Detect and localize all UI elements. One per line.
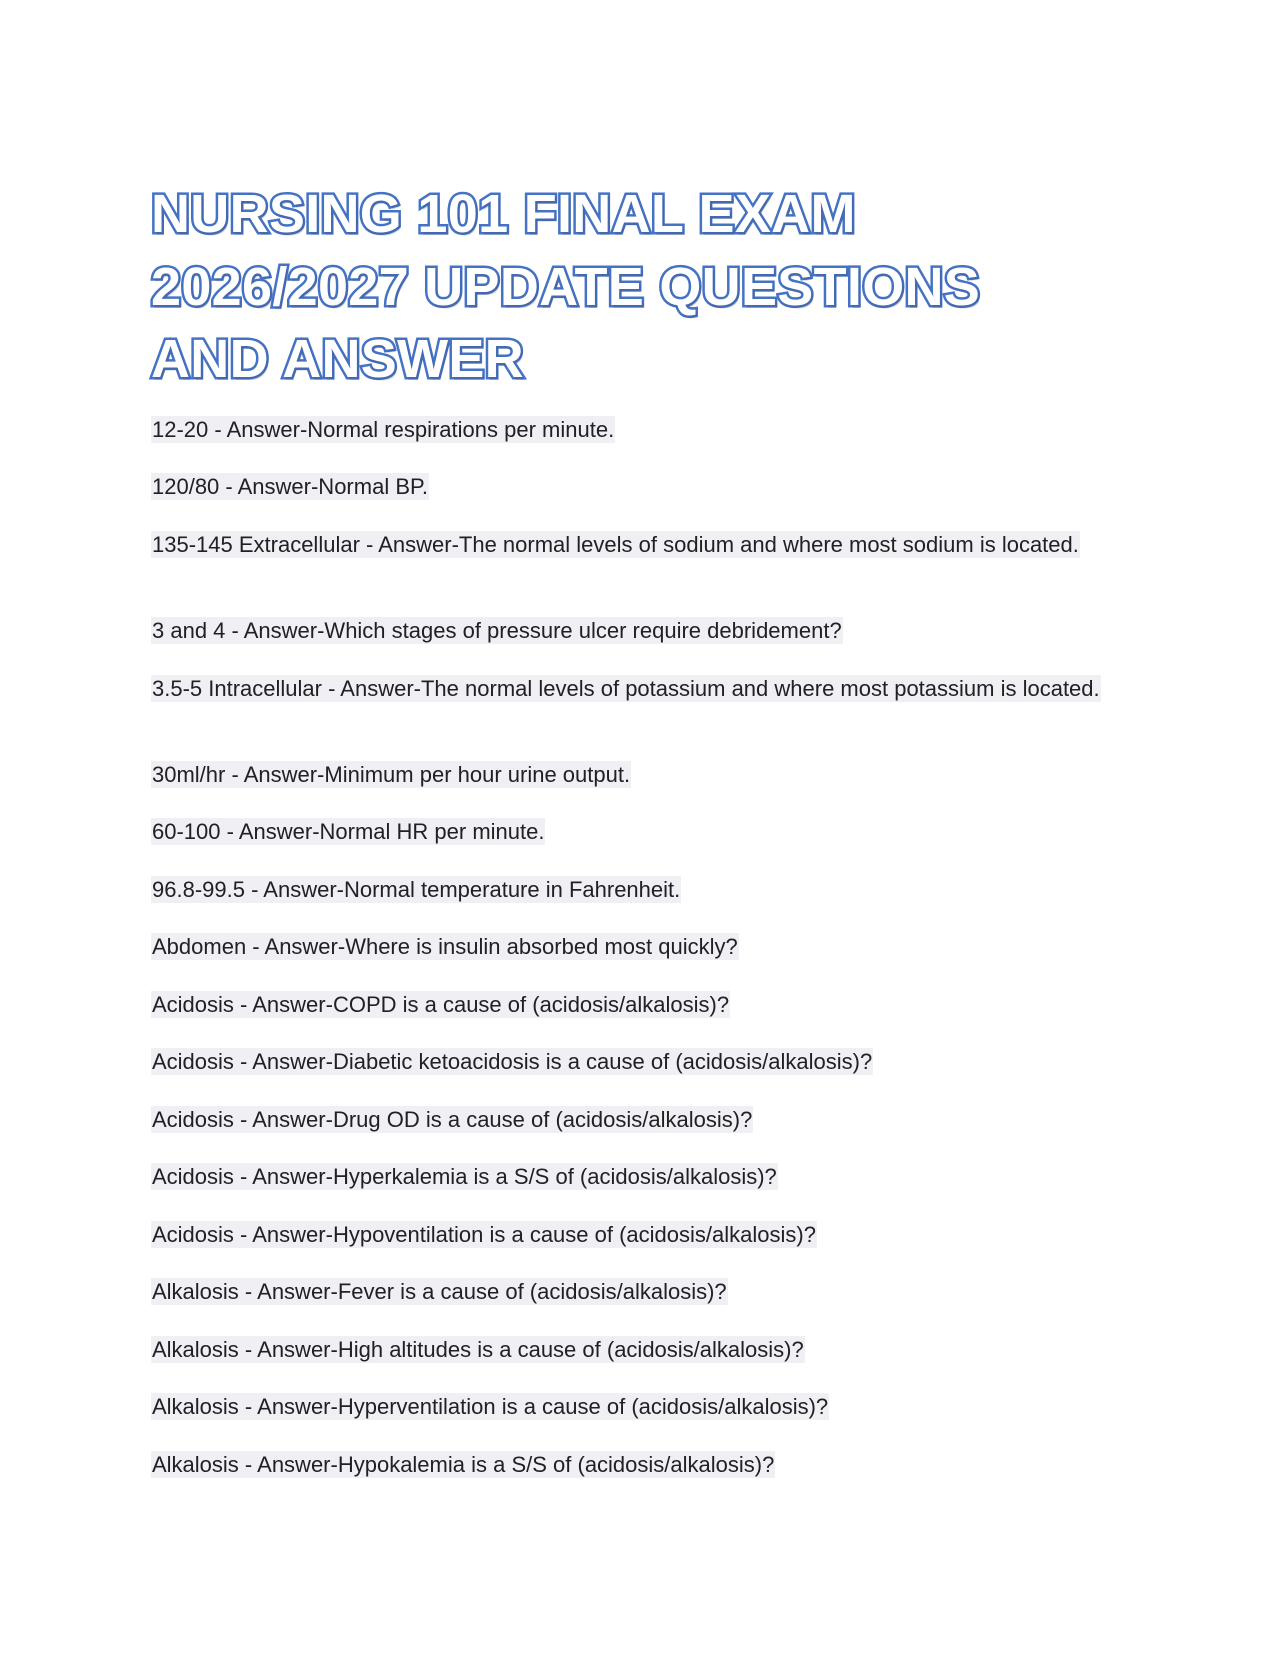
qa-item: Abdomen - Answer-Where is insulin absorbed most quickly? xyxy=(152,934,738,959)
qa-item: 120/80 - Answer-Normal BP. xyxy=(152,474,428,499)
document-title-line-2: 2026/2027 UPDATE QUESTIONS xyxy=(151,257,981,317)
qa-item: Alkalosis - Answer-Fever is a cause of (acidosis/alkalosis)? xyxy=(152,1279,727,1304)
qa-item: Alkalosis - Answer-Hyperventilation is a cause of (acidosis/alkalosis)? xyxy=(152,1394,829,1419)
qa-item: Acidosis - Answer-Drug OD is a cause of (acidosis/alkalosis)? xyxy=(152,1107,753,1132)
qa-item: 30ml/hr - Answer-Minimum per hour urine output. xyxy=(152,762,631,787)
qa-item: Acidosis - Answer-Hypoventilation is a cause of (acidosis/alkalosis)? xyxy=(152,1222,816,1247)
qa-item: Acidosis - Answer-Hyperkalemia is a S/S of (acidosis/alkalosis)? xyxy=(152,1164,777,1189)
qa-item: Acidosis - Answer-Diabetic ketoacidosis is a cause of (acidosis/alkalosis)? xyxy=(152,1049,873,1074)
document-title-line-1: NURSING 101 FINAL EXAM xyxy=(151,184,856,244)
qa-item: 60-100 - Answer-Normal HR per minute. xyxy=(152,819,545,844)
qa-item: 135-145 Extracellular - Answer-The normal levels of sodium and where most sodium is located. xyxy=(152,532,1079,557)
qa-item: Alkalosis - Answer-Hypokalemia is a S/S of (acidosis/alkalosis)? xyxy=(152,1452,775,1477)
qa-item: 96.8-99.5 - Answer-Normal temperature in Fahrenheit. xyxy=(152,877,681,902)
qa-item: 12-20 - Answer-Normal respirations per minute. xyxy=(152,417,615,442)
qa-item: Alkalosis - Answer-High altitudes is a cause of (acidosis/alkalosis)? xyxy=(152,1337,804,1362)
qa-item: 3 and 4 - Answer-Which stages of pressure ulcer require debridement? xyxy=(152,618,842,643)
qa-item: 3.5-5 Intracellular - Answer-The normal levels of potassium and where most potassium is located. xyxy=(152,676,1100,701)
qa-item: Acidosis - Answer-COPD is a cause of (acidosis/alkalosis)? xyxy=(152,992,730,1017)
document-title-line-3: AND ANSWER xyxy=(151,329,524,389)
